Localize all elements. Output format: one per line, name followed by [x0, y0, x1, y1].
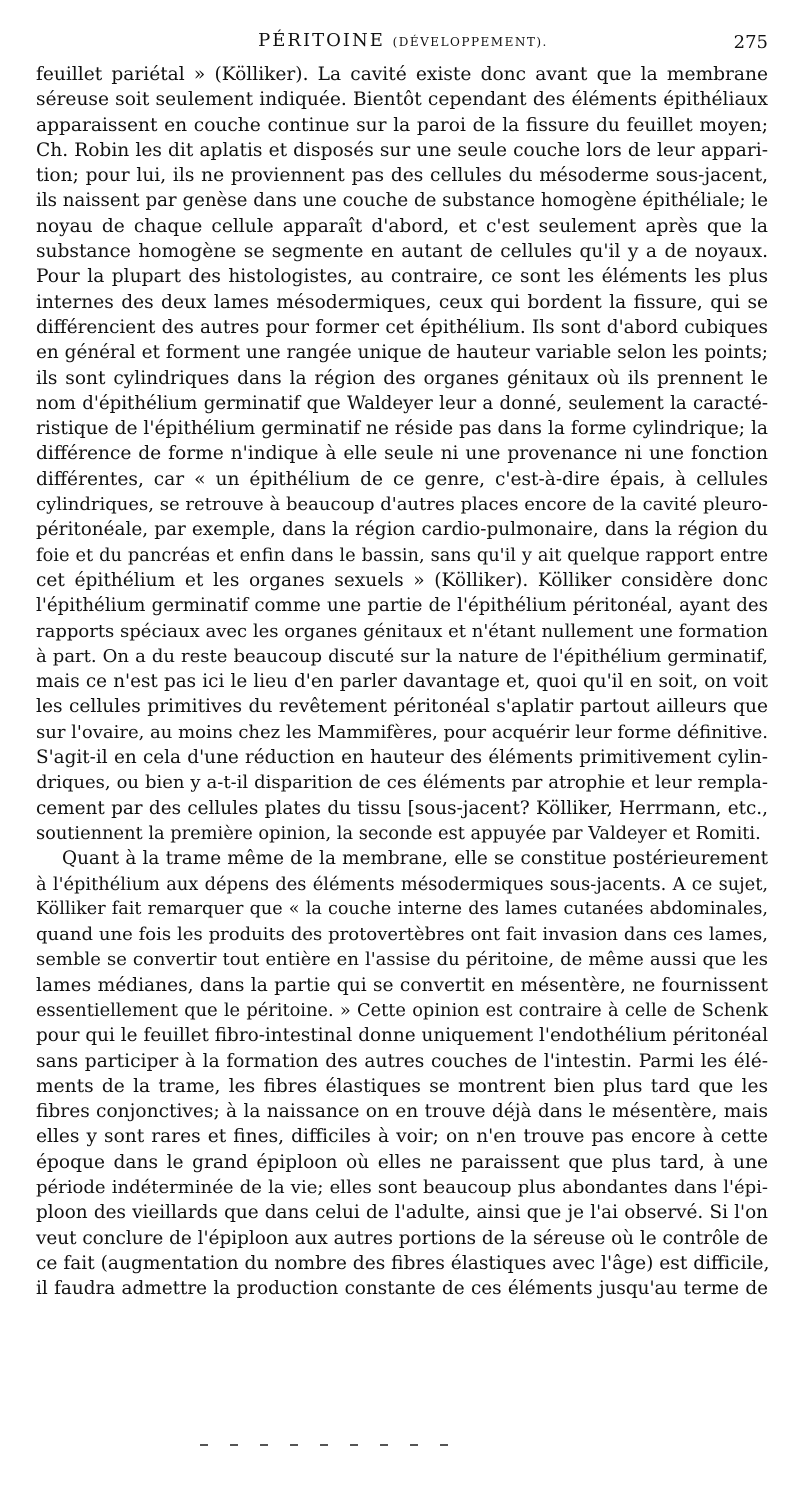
text-line: période indéterminée de la vie; elles sont beaucoup plus abondantes dans l'épi-: [36, 1177, 768, 1199]
text-line: sur l'ovaire, au moins chez les Mammifères, pour acquérir leur forme définitive.: [36, 721, 769, 743]
text-line: substance homogène se segmente en autant de cellules qu'il y a de noyaux.: [36, 241, 768, 263]
text-line: pour qui le feuillet fibro-intestinal donne uniquement l'endothélium péritonéal: [36, 1025, 768, 1047]
text-line: feuillet pariétal » (Kölliker). La cavité existe donc avant que la membrane: [36, 64, 768, 85]
text-line: nom d'épithélium germinatif que Waldeyer leur a donné, seulement la caracté-: [36, 392, 768, 414]
text-line: cylindriques, se retrouve à beaucoup d'autres places encore de la cavité pleuro-: [36, 494, 768, 516]
running-title-sub: (DÉVELOPPEMENT).: [392, 35, 548, 49]
text-line: Quant à la trame même de la membrane, elle se constitue postérieurement: [62, 848, 768, 870]
text-line: veut conclure de l'épiploon aux autres portions de la séreuse où le contrôle de: [36, 1227, 769, 1249]
paragraph: [36, 846, 768, 1301]
running-title: [36, 30, 770, 51]
text-line: ments de la trame, les fibres élastiques se montrent bien plus tard que les: [36, 1075, 768, 1097]
text-line: Ch. Robin les dit aplatis et disposés sur une seule couche lors de leur appari-: [36, 139, 768, 161]
page-number: 275: [733, 32, 768, 53]
text-line: driques, ou bien y a-t-il disparition de ces éléments par atrophie et leur rempla-: [36, 772, 768, 794]
running-title-main: PÉRITOINE: [258, 30, 385, 51]
text-line: mais ce n'est pas ici le lieu d'en parler davantage et, quoi qu'il en soit, on voit: [36, 671, 768, 693]
text-line: cement par des cellules plates du tissu [sous-jacent? Kölliker, Herrmann, etc.,: [36, 797, 768, 819]
text-line: en général et forment une rangée unique de hauteur variable selon les points;: [36, 342, 768, 364]
text-line: l'épithélium germinatif comme une partie de l'épithélium péritonéal, ayant des: [36, 595, 768, 617]
text-line: les cellules primitives du revêtement péritonéal s'aplatir partout ailleurs que: [36, 696, 768, 718]
text-line: foie et du pancréas et enfin dans le bassin, sans qu'il y ait quelque rapport entre: [36, 544, 768, 566]
text-line: apparaissent en couche continue sur la paroi de la fissure du feuillet moyen;: [36, 114, 768, 136]
text-line: fibres conjonctives; à la naissance on en trouve déjà dans le mésentère, mais: [36, 1101, 768, 1123]
text-line: elles y sont rares et fines, difficiles à voir; on n'en trouve pas encore à cette: [36, 1126, 768, 1148]
text-line: il faudra admettre la production constante de ces éléments jusqu'au terme de: [36, 1278, 768, 1300]
text-line: péritonéale, par exemple, dans la région cardio-pulmonaire, dans la région du: [36, 519, 768, 541]
text-line: internes des deux lames mésodermiques, ceux qui bordent la fissure, qui se: [36, 291, 768, 313]
text-line: ploon des vieillards que dans celui de l'adulte, ainsi que je l'ai observé. Si l'on: [36, 1202, 768, 1224]
text-line: ce fait (augmentation du nombre des fibres élastiques avec l'âge) est difficile,: [36, 1252, 770, 1274]
text-line: ils sont cylindriques dans la région des organes génitaux où ils prennent le: [36, 367, 768, 389]
text-line: sans participer à la formation des autres couches de l'intestin. Parmi les élé-: [36, 1050, 768, 1072]
text-line: époque dans le grand épiploon où elles ne paraissent que plus tard, à une: [36, 1151, 768, 1173]
paragraph: [36, 62, 768, 846]
body-text: [36, 62, 768, 1302]
text-line: différence de forme n'indique à elle seule ni une provenance ni une fonction: [36, 443, 768, 465]
text-line: soutiennent la première opinion, la seconde est appuyée par Valdeyer et Romiti.: [36, 822, 761, 844]
text-line: ristique de l'épithélium germinatif ne réside pas dans la forme cylindrique; la: [36, 418, 768, 440]
text-line: à l'épithélium aux dépens des éléments mésodermiques sous-jacents. A ce sujet,: [36, 873, 768, 895]
text-line: essentiellement que le péritoine. » Cette opinion est contraire à celle de Schenk: [36, 999, 768, 1021]
text-line: semble se convertir tout entière en l'assise du péritoine, de même aussi que les: [36, 949, 768, 971]
text-line: quand une fois les produits des protovertèbres ont fait invasion dans ces lames,: [36, 924, 768, 946]
text-line: séreuse soit seulement indiquée. Bientôt cependant des éléments épithéliaux: [36, 89, 768, 111]
text-line: différentes, car « un épithélium de ce genre, c'est-à-dire épais, à cellules: [36, 468, 768, 490]
text-line: lames médianes, dans la partie qui se convertit en mésentère, ne fournissent: [36, 974, 768, 996]
text-line: différencient des autres pour former cet épithélium. Ils sont d'abord cubiques: [36, 316, 768, 338]
text-line: cet épithélium et les organes sexuels » (Kölliker). Kölliker considère donc: [36, 569, 768, 591]
text-line: rapports spéciaux avec les organes génitaux et n'étant nullement une formation: [36, 620, 768, 642]
text-line: ils naissent par genèse dans une couche de substance homogène épithéliale; le: [36, 190, 768, 212]
footer-specks: [200, 1444, 620, 1450]
text-line: noyau de chaque cellule apparaît d'abord, et c'est seulement après que la: [36, 215, 768, 237]
text-line: Kölliker fait remarquer que « la couche interne des lames cutanées abdominales,: [36, 898, 768, 919]
text-line: Pour la plupart des histologistes, au contraire, ce sont les éléments les plus: [36, 266, 768, 288]
text-line: tion; pour lui, ils ne proviennent pas des cellules du mésoderme sous-jacent,: [36, 165, 768, 187]
text-line: à part. On a du reste beaucoup discuté sur la nature de l'épithélium germinatif,: [36, 645, 768, 667]
running-header: [36, 30, 770, 60]
text-line: S'agit-il en cela d'une réduction en hauteur des éléments primitivement cylin-: [36, 747, 768, 769]
